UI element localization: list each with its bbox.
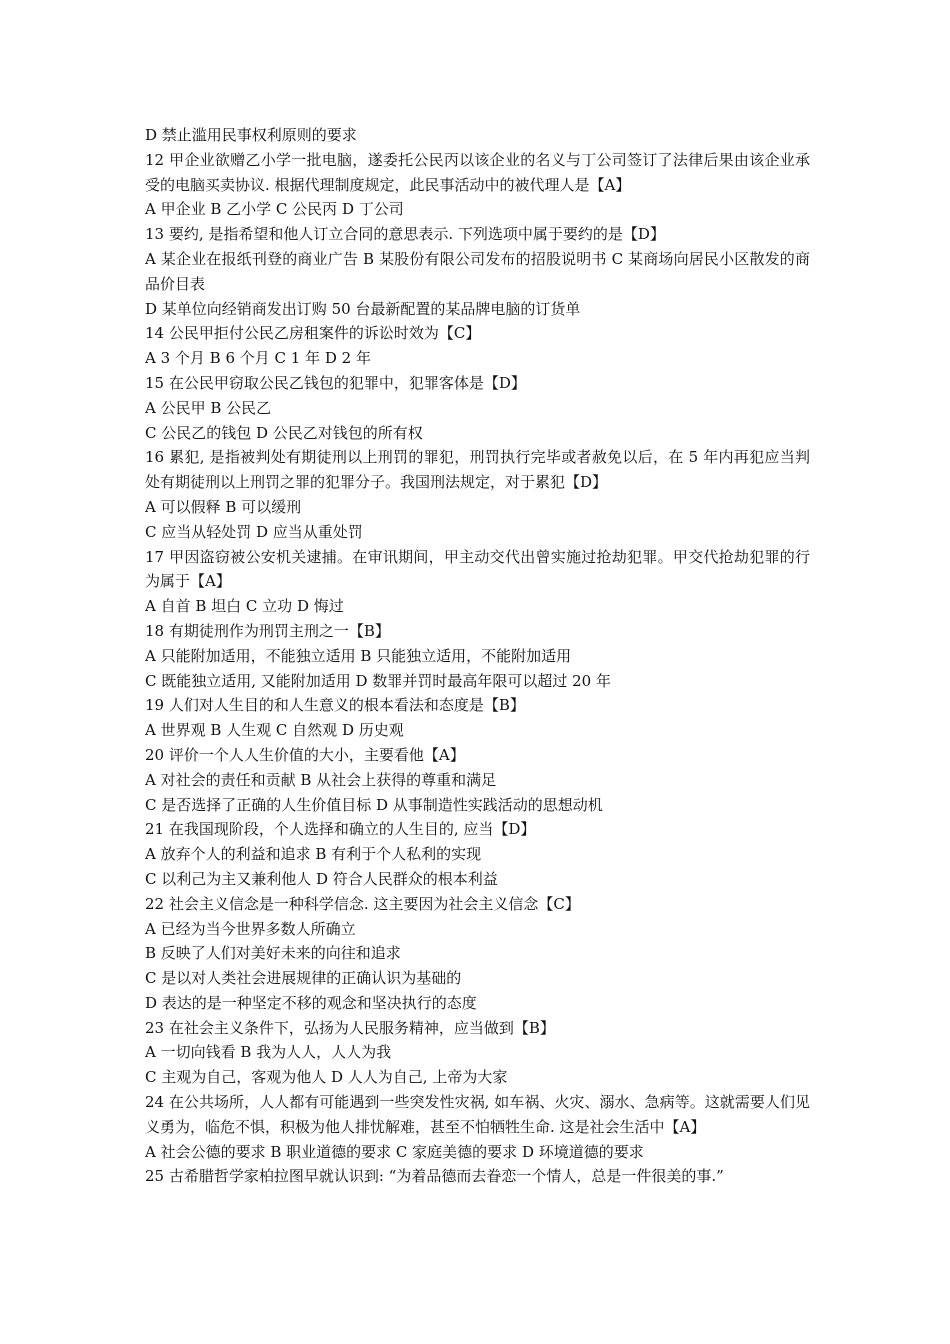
options-line: A 只能附加适用，不能独立适用 B 只能独立适用，不能附加适用 [145,646,572,665]
question-21: 21 在我国现阶段，个人选择和确立的人生目的, 应当【D】 [145,820,536,839]
options-line: A 甲企业 B 乙小学 C 公民丙 D 丁公司 [145,200,404,219]
options-line: A 社会公德的要求 B 职业道德的要求 C 家庭美德的要求 D 环境道德的要求 [145,1142,644,1161]
question-19: 19 人们对人生目的和人生意义的根本看法和态度是【B】 [145,696,525,715]
options-line: A 公民甲 B 公民乙 [145,398,272,417]
options-line: C 主观为自己，客观为他人 D 人人为自己, 上帝为大家 [145,1068,508,1087]
options-line: C 公民乙的钱包 D 公民乙对钱包的所有权 [145,423,423,442]
options-line: A 世界观 B 人生观 C 自然观 D 历史观 [145,721,404,740]
options-line: C 既能独立适用, 又能附加适用 D 数罪并罚时最高年限可以超过 20 年 [145,671,611,690]
question-18: 18 有期徒刑作为刑罚主刑之一【B】 [145,621,390,640]
options-line: A 某企业在报纸刊登的商业广告 B 某股份有限公司发布的招股说明书 C 某商场向居民小区散发的商品价目表 [145,249,810,293]
document-body [145,123,810,1189]
options-line: A 对社会的责任和贡献 B 从社会上获得的尊重和满足 [145,770,497,789]
options-line: B 反映了人们对美好未来的向往和追求 [145,944,401,963]
question-16: 16 累犯, 是指被判处有期徒刑以上刑罚的罪犯，刑罚执行完毕或者赦免以后，在 5 年内再犯应当判处有期徒刑以上刑罚之罪的犯罪分子。我国刑法规定，对于累犯【D】 [145,448,810,492]
options-line: A 放弃个人的利益和追求 B 有利于个人私利的实现 [145,845,482,864]
question-24: 24 在公共场所，人人都有可能遇到一些突发性灾祸, 如车祸、火灾、溺水、急病等。这就需要人们见义勇为，临危不惧，积极为他人排忧解难，甚至不怕牺牲生命. 这是社会生活中【A】 [145,1093,810,1136]
text-line: D 禁止滥用民事权利原则的要求 [145,126,357,144]
options-line: C 以利己为主又兼利他人 D 符合人民群众的根本利益 [145,869,498,888]
options-line: A 一切向钱看 B 我为人人，人人为我 [145,1043,392,1062]
question-25: 25 古希腊哲学家柏拉图早就认识到: “为着品德而去眷恋一个情人，总是一件很美的事.” [145,1167,724,1186]
question-23: 23 在社会主义条件下，弘扬为人民服务精神，应当做到【B】 [145,1018,555,1037]
options-line: C 应当从轻处罚 D 应当从重处罚 [145,522,363,541]
options-line: C 是以对人类社会进展规律的正确认识为基础的 [145,969,462,988]
question-20: 20 评价一个人人生价值的大小，主要看他【A】 [145,745,465,764]
options-line: A 3 个月 B 6 个月 C 1 年 D 2 年 [145,349,371,368]
question-17: 17 甲因盗窃被公安机关逮捕。在审讯期间，甲主动交代出曾实施过抢劫犯罪。甲交代抢劫犯罪的行为属于【A】 [145,547,810,591]
options-line: C 是否选择了正确的人生价值目标 D 从事制造性实践活动的思想动机 [145,795,603,814]
question-15: 15 在公民甲窃取公民乙钱包的犯罪中，犯罪客体是【D】 [145,373,526,392]
options-line: A 可以假释 B 可以缓刑 [145,497,302,516]
options-line: A 自首 B 坦白 C 立功 D 悔过 [145,597,344,616]
question-14: 14 公民甲拒付公民乙房租案件的诉讼时效为【C】 [145,324,481,343]
question-13: 13 要约, 是指希望和他人订立合同的意思表示. 下列选项中属于要约的是【D】 [145,225,665,244]
question-12: 12 甲企业欲赠乙小学一批电脑，遂委托公民丙以该企业的名义与丁公司签订了法律后果由该企业承受的电脑买卖协议. 根据代理制度规定，此民事活动中的被代理人是【A】 [145,150,810,194]
options-line: D 表达的是一种坚定不移的观念和坚决执行的态度 [145,993,477,1012]
options-line: A 已经为当今世界多数人所确立 [145,919,356,938]
question-22: 22 社会主义信念是一种科学信念. 这主要因为社会主义信念【C】 [145,894,580,913]
options-line: D 某单位向经销商发出订购 50 台最新配置的某品牌电脑的订货单 [145,299,581,318]
